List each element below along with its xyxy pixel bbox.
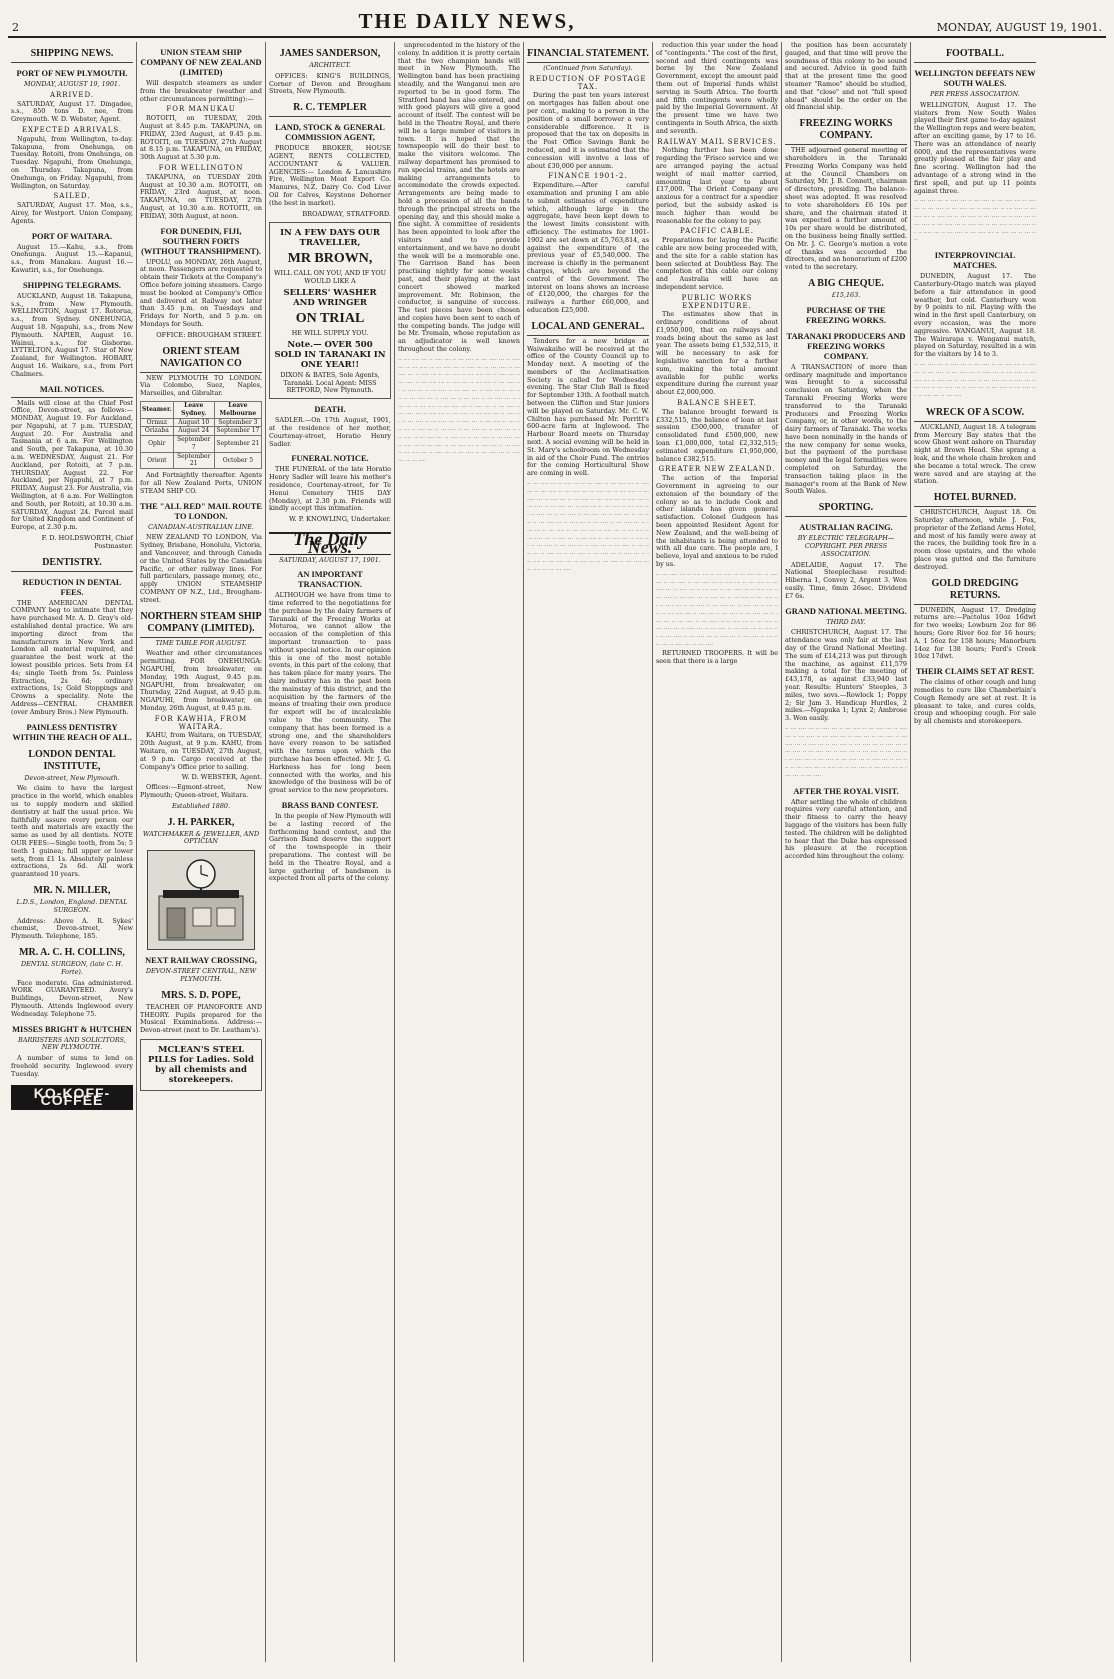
financial-conclusion: the position has been accurately gauged, and that time will prove the soundness of this colony to be sound and secured. Advice in good faith that at the present time the good steamer "Ramoe" should be studied, and that "close" and not "full speed ahead" should be the order on the old financial ship. [785,42,907,112]
postmaster-signature: F. D. HOLDSWORTH, Chief Postmaster. [41,534,133,550]
arrived-label: ARRIVED. [49,90,95,99]
templer-name: R. C. TEMPLER [269,102,391,117]
dental-company-text: THE AMERICAN DENTAL COMPANY beg to intimate that they have purchased Mr. A. D. Gray's old-established dental practice. We are importing direct from the manufacturers in New York and London all material required, and guarantee the best work at the lowest possible prices. Sets from £4 4s; single Teeth from 5s. Painless Extraction, 2s 6d; ordinary extractions, 1s; Gold Stoppings and Crowns a speciality. Note the Address—CENTRAL CHAMBER (over Ambury Bros.) New Plymouth. [11,598,133,716]
local-general-text: Tenders for a new bridge at Waiwakaiho will be received at the office of the County Council up to Monday next. A meeting of the members of the Acclimatisation Society is called for Wednesday evening. The Star Club Ball is fixed for September 13th. A football match between the Clifton and Star juniors will be played on Saturday. Mr. C. W. Chilton has purchased Mr. Porritt's 600-acre farm at Inglewood. The Harbour Board meets on Thursday next. A social evening will be held in St. Mary's schoolroom on Wednesday in aid of the Choir Fund. The entries for the coming Horticultural Show are coming in well. [527,336,649,478]
newspaper-page [8,8,1106,1663]
table-row [141,452,262,469]
table-cell: September 3 [214,418,261,427]
wreck-text: AUCKLAND, August 18. A telegram from Mercury Bay states that the scow Ghost went ashore on Thursday night at Brown Head. She sprang a leak, and the whole chain broken and she became a total wreck. The crew were saved and are staying at the station. [914,422,1036,486]
death-text: SADLER.—On 17th August, 1901, at the residence of her mother, Courtenay-street, Horatio Henry Sadler. [269,416,391,448]
illegible-text-block: ·· ··· ···· ··· ·· ···· ··· ·· ··· ···· ·· ··· ···· ··· ·· ···· ··· ·· ··· ···· ·· ··· ···· ··· ·· ···· ··· ·· ··· ···· ·· ··· ···· ··· ·· ···· ··· ·· ··· ···· ·· ··· ···· ··· ·· ···· ··· ·· ··· ···· ·· ··· ···· ··· ·· ···· ··· ·· ··· ···· ·· ··· ···· ··· ·· ···· ··· ·· ··· ···· [914,361,1036,401]
manukau-text: ROTOITI, on TUESDAY, 20th August at 8.45 p.m. TAKAPUNA, on FRIDAY, 23rd August, at 9.45 p.m. ROTOITI, on TUESDAY, 27th August at 8.15 p.m. TAKAPUNA, on FRIDAY, 30th August at 5.30 p.m. [140,114,262,162]
table-cell: October 5 [214,452,261,469]
mail-notices-heading: MAIL NOTICES. [11,385,133,398]
collins-text: Face moderate. Gas administered. WORK GUARANTEED. Avery's Buildings, Devon-street, New Plymouth. Attends Inglewood every Wednesday. Telephone 75. [11,978,133,1018]
band-contest-text: In the people of New Plymouth will be a lasting record of the forthcoming band contest, and the Garrison Band deserve the support of the townspeople in their preparations. The contest will be held in the Theatre Royal, and a large gathering of bandsmen is expected from all parts of the colony. [269,812,391,883]
railway-mail-label: RAILWAY MAIL SERVICES. [657,137,777,146]
interprovincial-heading: INTERPROVINCIAL MATCHES. [934,251,1016,271]
big-cheque-heading: A BIG CHEQUE. [808,277,884,289]
table-cell: September 7 [173,436,214,453]
railway-crossing-address: DEVON-STREET CENTRAL, NEW PLYMOUTH. [145,967,257,983]
manukau-label: FOR MANUKAU [166,105,236,114]
pacific-cable-label: PACIFIC CABLE. [680,227,754,236]
pope-name: MRS. S. D. POPE, [161,989,241,1001]
gold-dredging-text: DUNEDIN, August 17. Dredging returns are:—Pactolus 10oz 16dwt for two weeks; Lowburn 2oz for 86 hours; Gore River 6oz for 16 hours; A. 1 56oz for 158 hours; Manorburn 14oz for 138 hours; Ford's Creek 10oz 17dwt. [914,605,1036,661]
sailing-col-melbourne: Leave Melbourne [214,401,261,418]
table-cell: September 17 [214,427,261,436]
column-2 [137,42,266,1662]
dental-institute-heading: LONDON DENTAL INSTITUTE, [28,748,116,772]
shipping-telegrams-text: AUCKLAND, August 18. Takapuna, s.s., from New Plymouth. WELLINGTON, August 17. Rotorua, s.s., from Sydney. ONEHUNGA, August 18. Ngapuhi, s.s., from New Plymouth. NAPIER, August 16. Wainui, s.s., for Gisborne. LYTTELTON, August 17. Star of New Zealand, for Wellington. HOBART, August 16. Waikare, s.s., from Port Chalmers. [11,291,133,378]
financial-statement-sub: (Continued from Saturday). [543,64,633,72]
table-cell: Ormuz [141,418,174,427]
financial-text-2: Expenditure.—After careful examination and pruning I am able to submit estimates of expenditure which, although large in the aggregate, have been kept down to the lowest limits consistent with efficiency. The estimates for 1901-1902 are set down at £5,763,814, as against the expenditure of the previous year of £5,540,000. The increase is chiefly in the permanent charges, which are beyond the control of the Government. The interest on loans shows an increase of £120,000, the charges for the railways a further £60,000, and education £25,000. [527,181,649,314]
racing-text: ADELAIDE, August 17. The National Steeplechase resulted: Hiberna 1, Convey 2, Argent 3. Won easily. Time, 6min 26sec. Dividend £7 6s. [785,560,907,600]
sailed-text: SATURDAY, August 17. Moa, s.s., Airey, for Westport. Union Company, Agents. [11,201,133,225]
column-1 [8,42,137,1662]
steel-pills-text: MCLEAN'S STEEL PILLS for Ladies. Sold by all chemists and storekeepers. [148,1044,254,1085]
dixon-bates-agents: DIXON & BATES, Sole Agents, Taranaki. Local Agent: MISS RETFORD, New Plymouth. [280,370,380,395]
union-steam-ship-heading: UNION STEAM SHIP COMPANY OF NEW ZEALAND (LIMITED) [140,48,262,77]
band-contest-continued: unprecedented in the history of the colony. In addition it is pretty certain that the two champion bands will meet in New Plymouth. The Wellington band has been practising steadily, and the Wanganui men are reported to be in good form. The Stratford band has also entered, and with good players will give a good account of itself. The contest will be held in the Theatre Royal, and there will be a large number of visitors in town. It is hoped that the townspeople will do their best to make the visitors welcome. The railway department has promised to run special trains, and the hotels are making arrangements to accommodate the crowds expected. Arrangements are being made to hold a procession of all the bands through the principal streets on the opening day, and this should make a fine sight. A committee of residents has been appointed to look after the visitors and to provide entertainment, and we have no doubt the week will be a memorable one. The Garrison Band has been practising nightly for some weeks past, and their playing at the last concert showed marked improvement. Mr. Robinson, the conductor, is sanguine of success. The test pieces have been chosen and copies have been sent to each of the competing bands. The judge will be Mr. Tremain, whose reputation as an adjudicator is well known throughout the colony. [398,42,520,354]
australian-racing-heading: AUSTRALIAN RACING. [799,523,893,533]
columns [8,42,1106,1662]
northern-steam-heading: NORTHERN STEAM SHIP COMPANY (LIMITED). [140,611,262,638]
orient-text: NEW PLYMOUTH TO LONDON. Via Colombo, Suez, Naples, Marseilles, and Gibraltar. [140,373,262,398]
undertaker-signature: W. P. KNOWLING, Undertaker. [288,515,391,524]
shipping-telegrams-heading: SHIPPING TELEGRAMS. [22,280,122,290]
wreck-heading: WRECK OF A SCOW. [914,407,1036,422]
dunedin-fiji-text: UPOLU, on MONDAY, 26th August, at noon. Passengers are requested to obtain their Tickets at the Company's Office before joining steamers. Cargo must be booked at Company's Office and delivered at Railway not later than 3.45 p.m. on Tuesdays and Fridays for North, and 5 p.m. on Mondays for South. [140,257,262,328]
sellers-washer-advert [269,222,391,399]
union-steam-ship-text: Will despatch steamers as under from the breakwater (weather and other circumstances permitting):— [140,79,262,103]
miller-title: L.D.S., London, England. DENTAL SURGEON. [16,897,128,914]
expected-text: Ngapuhi, from Wellington, to-day. Takapuna, from Onehunga, on Tuesday. Rotoiti, from Onehunga, on Tuesday. Ngapuhi, from Onehunga, on Thursday. Takapuna, from Onehunga, on Friday. Ngapuhi, from Wellington, on Saturday. [11,134,133,190]
sailing-col-steamer: Steamer. [141,401,174,418]
collins-title: DENTAL SURGEON, (late C. H. Forte). [20,959,124,976]
balance-sheet-label: BALANCE SHEET. [677,399,757,408]
brown-name: MR BROWN, [287,251,373,267]
shipping-news-heading: SHIPPING NEWS. [11,48,133,63]
illegible-text-block: ·· ··· ···· ··· ·· ···· ··· ·· ··· ···· ·· ··· ···· ··· ·· ···· ··· ·· ··· ···· ·· ··· ···· ··· ·· ···· ··· ·· ··· ···· ·· ··· ···· ··· ·· ···· ··· ·· ··· ···· ·· ··· ···· ··· ·· ···· ··· ·· ··· ···· ·· ··· ···· ··· ·· ···· ··· ·· ··· ···· ·· ··· ···· ··· ·· ···· ··· ·· ··· ···· ·· ··· ···· ··· ·· ···· ··· ·· ··· ···· ·· ··· ···· ··· ·· ···· ··· ·· ··· ···· ·· ··· ···· ··· ·· ···· ··· ·· ··· ···· ·· ··· ···· ··· ·· ···· ··· ·· ··· ···· ·· ··· ···· ··· ·· ···· ··· ·· ··· ···· ·· ··· ···· ··· ·· ···· ··· ·· ··· ···· ·· ··· ···· ··· ·· ···· ··· ·· ··· ···· ·· ··· ···· ··· ·· ···· ··· ·· ··· ···· ·· ··· ···· ··· ·· ···· ··· ·· ··· ···· ·· ··· ···· ··· ·· ···· ··· ·· ··· ···· ·· ··· ···· ··· ·· ···· ··· ·· ··· ···· [527,481,649,574]
financial-statement-heading: FINANCIAL STATEMENT. [527,48,649,63]
brown-line: WILL CALL ON YOU, AND IF YOU WOULD LIKE A [273,269,386,286]
issue-date: MONDAY, AUGUST 19, 1901. [936,21,1102,34]
sanderson-title: ARCHITECT. [309,61,351,69]
sporting-heading: SPORTING. [785,502,907,517]
sailing-table [140,401,262,469]
all-red-heading: THE "ALL RED" MAIL ROUTE TO LONDON. [140,501,262,521]
postage-tax-label: REDUCTION OF POSTAGE TAX. [529,74,647,91]
page-number: 2 [12,21,19,34]
northern-steam-text: Weather and other circumstances permitting. FOR ONEHUNGA: NGAPUHI, from breakwater, on Monday, 19th August, 9.45 p.m. NGAPUHI, from breakwater, on Thursday, 22nd August, at 9.45 p.m. NGAPUHI, from breakwater, on Monday, 26th August, at 9.45 p.m. [140,649,262,713]
transaction-text: ALTHOUGH we have from time to time referred to the negotiations for the purchase by the dairy farmers of Taranaki of the Freezing Works at Moturoa, we cannot allow the occasion of the completion of this important transaction to pass without special notice. In our opinion this is one of the most notable events, in this part of the colony, that has taken place for many years. The dairy industry has in the past been the mainstay of this district, and the acquisition by the farmers of the means of treating their own produce for export will be of incalculable value to the community. The company that has been formed is a strong one, and the shareholders have every reason to be satisfied with the terms upon which the purchase has been effected. Mr. J. G. Harkness has for long been connected with the works, and his knowledge of the business will be of great service to the new proprietors. [269,591,391,795]
kokoff-coffee-banner: KO-KOFF-COFFEE [11,1085,133,1111]
royal-visit-heading: AFTER THE ROYAL VISIT. [793,786,899,796]
waitara-port-text: August 15.—Kahu, s.s., from Onehunga. August 15.—Kapanui, s.s., from Manakau. August 16.—Kawatiri, s.s., for Onehunga. [11,242,133,274]
funeral-heading: FUNERAL NOTICE. [291,454,369,464]
purchase-heading: PURCHASE OF THE FREEZING WORKS. [806,305,886,325]
table-cell: Orient [141,452,174,469]
football-heading: FOOTBALL. [914,48,1036,63]
newspaper-title: THE DAILY NEWS, [358,9,576,33]
freezing-works-heading: FREEZING WORKS COMPANY. [785,118,907,145]
hotel-burned-text: CHRISTCHURCH, August 18. On Saturday afternoon, while J. Fox, proprietor of the Zetland Arms Hotel, and most of his family were away at the races, the building took fire in a room close upstairs, and the whole place was gutted and the furniture destroyed. [914,508,1036,571]
all-red-sub: CANADIAN-AUSTRALIAN LINE. [148,522,254,531]
templer-title: LAND, STOCK & GENERAL COMMISSION AGENT, [275,123,385,143]
death-heading: DEATH. [314,405,346,415]
column-7 [782,42,911,1662]
freezing-works-text: THE adjourned general meeting of shareholders in the Taranaki Freezing Works Company was held at the Council Chambers on Saturday, Mr. J. B. Connett, chairman of directors, presiding. The balance-sheet was adopted. It was resolved to vote shareholders £6 10s per share, and the chairman stated it was expected a further amount of 10s per share would be distributed, on the business being finally settled. On Mr. J. C. George's motion a vote of thanks was accorded the directors, and an honorarium of £200 voted to the secretary. [785,146,907,272]
watch-shop-illustration [147,850,255,950]
office-address: OFFICE: BROUGHAM STREET. [156,330,262,339]
sailed-label: SAILED. [53,192,91,201]
returned-troopers: RETURNED TROOPERS. It will be seen that there is a large [656,648,778,665]
sanderson-name: JAMES SANDERSON, [279,48,381,59]
cheque-amount: £15,163. [831,290,861,299]
established-line: Established 1880. [171,801,231,810]
brown-intro: IN A FEW DAYS OUR TRAVELLER, [280,228,380,249]
northern-steam-sub: TIME TABLE FOR AUGUST. [155,638,247,647]
greater-nz-text: The action of the Imperial Government in agreeing to our extension of the boundary of the colony so as to include Cook and other islands has given general satisfaction. Colonel Gudgeon has been appointed Resident Agent for New Zealand, and the well-being of the inhabitants is being attended to with all due care. The people are, I believe, loyal and anxious to be ruled by us. [656,474,778,568]
painless-heading: PAINLESS DENTISTRY WITHIN THE REACH OF ALL. [12,722,132,742]
band-contest-heading: BRASS BAND CONTEST. [281,801,379,811]
pope-text: TEACHER OF PIANOFORTE AND THEORY. Pupils prepared for the Musical Examinations. Address:— Devon-street (next to Dr. Leatham's). [140,1002,262,1035]
hotel-burned-heading: HOTEL BURNED. [914,492,1036,507]
waitara-port-heading: PORT OF WAITARA. [31,231,113,241]
dentistry-heading: DENTISTRY. [11,557,133,572]
on-trial-heading: ON TRIAL [295,310,365,326]
funeral-text: THE FUNERAL of the late Horatio Henry Sadler will leave his mother's residence, Courtenay-street, for Te Henui Cemetery THIS DAY (Monday), at 2.30 p.m. Friends will kindly accept this intimation. [269,465,391,513]
washer-heading: SELLERS' WASHER AND WRINGER [283,287,377,308]
expected-label: EXPECTED ARRIVALS. [21,125,123,134]
templer-address: BROADWAY, STRATFORD. [302,209,391,218]
table-cell: September 21 [173,452,214,469]
dental-fees-heading: REDUCTION IN DENTAL FEES. [22,577,122,597]
football-assoc: PER PRESS ASSOCIATION. [930,90,1020,98]
wellington-text: TAKAPUNA, on TUESDAY 20th August at 10.30 a.m. ROTOITI, on FRIDAY, 23rd August, at noon. TAKAPUNA, on TUESDAY, 27th August, at 10.30 a.m. ROTOITI, on FRIDAY, 30th August, at noon. [140,172,262,220]
wellington-label: FOR WELLINGTON [158,163,244,172]
table-row [141,427,262,436]
column-4 [395,42,524,1662]
sold-note: Note.— OVER 500 SOLD IN TARANAKI IN ONE YEAR!! [274,339,386,370]
miller-name: MR. N. MILLER, [33,884,111,896]
column-5 [524,42,653,1662]
balance-sheet-text: The balance brought forward is £332,515, the balance of loan at last session £500,000, transfer of consolidated fund £500,000, new loan £1,000,000, total £2,332,515; estimated expenditure £1,950,000, balance £382,515. [656,407,778,463]
public-works-text: The estimates show that in ordinary conditions of about £1,950,000, that on railways and roads being about the same as last year. The assets being £1,532,515, it will be necessary to ask for legislative sanction for a further sum, making the total amount available for public works expenditure during the current year about £2,000,000. [656,310,778,397]
clock-icon [153,856,249,944]
port-date: MONDAY, AUGUST 19, 1901. [24,80,120,88]
claims-heading: THEIR CLAIMS SET AT REST. [915,667,1035,677]
grand-national-text: CHRISTCHURCH, August 17. The attendance was only fair at the last day of the Grand National Meeting. The sum of £14,213 was put through the machine, as against £11,579 making a total for the meeting of £43,178, as against £33,940 last year. Results: Hunters' Steeples, 3 miles, two sovs.—Rowlock 1; Poppy 2; Sir Jam 3. Handicap Hurdles, 2 miles.—Ngapuka 1; Lynx 2; Ambrose 3. Won easily. [785,628,907,723]
grand-national-heading: GRAND NATIONAL MEETING. [785,606,907,616]
producers-heading: TARANAKI PRODUCERS AND FREEZING WORKS COMPANY. [786,331,906,361]
mail-notices-text: Mails will close at the Chief Post Office, Devon-street, as follows:— MONDAY, August 19. For Auckland, per Ngapuhi, at 7 p.m. TUESDAY, August 20. For Australia and Tasmania at 6 a.m. For Wellington and South, per Takapuna, at 10.30 a.m. WEDNESDAY, August 21. For Auckland, per Rotoiti, at 7 p.m. THURSDAY, August 22. For Auckland, per Ngapuhi, at 7 p.m. FRIDAY, August 23. For Australia, via Wellington, at 6 a.m. For Wellington and South, per Rotoiti, at 10.30 a.m. SATURDAY, August 24. Parcel mail for United Kingdom and Continent of Europe, at 2.30 p.m. [11,398,133,532]
finance-year-label: FINANCE 1901-2. [548,172,628,181]
football-sub: WELLINGTON DEFEATS NEW SOUTH WALES. [914,69,1036,88]
illegible-text-block: ·· ··· ···· ··· ·· ···· ··· ·· ··· ···· ·· ··· ···· ··· ·· ···· ··· ·· ··· ···· ·· ··· ···· ··· ·· ···· ··· ·· ··· ···· ·· ··· ···· ··· ·· ···· ··· ·· ··· ···· ·· ··· ···· ··· ·· ···· ··· ·· ··· ···· ·· ··· ···· ··· ·· ···· ··· ·· ··· ···· ·· ··· ···· ··· ·· ···· ··· ·· ··· ···· ·· ··· ···· ··· ·· ···· ··· ·· ··· ···· ·· ··· ···· ··· ·· ···· ··· ·· ··· ···· ·· ··· ···· ··· ·· ···· ··· ·· ··· ···· ·· ··· ···· ··· ·· ···· ··· ·· ··· ···· ·· ··· ···· ··· ·· ···· ··· ·· ··· ···· ·· ··· ···· ··· ·· ···· ··· ·· ··· ···· ·· ··· ···· ··· ·· ···· ··· ·· ··· ···· ·· ··· ···· ··· ·· ···· ··· ·· ··· ···· [656,571,778,649]
railway-mail-text: Nothing further has been done regarding the 'Frisco service and we are arranged paying the actual weight of mail matter carried, amounting last year to about £17,000. The Orient Company are anxious for a contract for a speedier period, but the subsidy asked is much higher than would be reasonable for the colony to pay. [656,146,778,225]
dental-institute-address: Devon-street, New Plymouth. [24,773,120,782]
railway-crossing-heading: NEXT RAILWAY CROSSING, [145,956,257,966]
table-cell: August 24 [173,427,214,436]
producers-text: A TRANSACTION of more than ordinary magnitude and importance was brought to a successful conclusion on Saturday, when the Taranaki Freezing Works were transferred to the Taranaki Producers and Freezing Works Company, or, in other words, to the dairy farmers of Taranaki. The works have been nominally in the hands of the new company for some weeks, but the payment of the purchase money and the legal formalities were completed on Saturday, the transaction taking place in the manager's room at the Bank of New South Wales. [785,362,907,496]
table-cell: August 10 [173,418,214,427]
table-row [141,436,262,453]
miller-address: Address: Above A. R. Sykes' chemist, Devon-street, New Plymouth. Telephone, 185. [11,916,133,941]
bright-hutchen-text: A number of sums to lend on freehold security. Inglewood every Tuesday. [11,1054,133,1078]
sailing-col-sydney: Leave Sydney. [173,401,214,418]
interprovincial-text: DUNEDIN, August 17. The Canterbury-Otago match was played before a fair attendance in good weather, but cold. Canterbury won by 9 points to nil. Playing with the wind in the first spell Canterbury, on every occasion, was the more aggressive. WANGANUI, August 18. The Wairarapa v. Wanganui match, played on Saturday, resulted in a win for the visitors by 14 to 3. [914,272,1036,359]
financial-text-1: During the past ten years interest on mortgages has fallen about one per cent., making to a person in the position of a small borrower a very considerable difference. It is proposed that the tax on deposits in the Post Office Savings Bank be reduced, and it is estimated that the concession will involve a loss of about £30,000 per annum. [527,91,649,170]
sailing-table-header [141,401,262,418]
webster-offices: Offices:—Egmont-street, New Plymouth; Queen-street, Waitara. [140,783,262,799]
parker-trade: WATCHMAKER & JEWELLER, AND OPTICIAN [142,829,260,846]
public-works-label: PUBLIC WORKS EXPENDITURE. [681,293,753,310]
local-general-heading: LOCAL AND GENERAL. [527,321,649,336]
racing-sub: BY ELECTRIC TELEGRAPH—COPYRIGHT. PER PRESS ASSOCIATION. [797,534,895,558]
table-cell: Ophir [141,436,174,453]
table-cell: September 21 [214,436,261,453]
illegible-text-block: ·· ··· ···· ··· ·· ···· ··· ·· ··· ···· ·· ··· ···· ··· ·· ···· ··· ·· ··· ···· ·· ··· ···· ··· ·· ···· ··· ·· ··· ···· ·· ··· ···· ··· ·· ···· ··· ·· ··· ···· ·· ··· ···· ··· ·· ···· ··· ·· ··· ···· ·· ··· ···· ··· ·· ···· ··· ·· ··· ···· ·· ··· ···· ··· ·· ···· ··· ·· ··· ···· ·· ··· ···· ··· ·· ···· ··· ·· ··· ···· ·· ··· ···· ··· ·· ···· ··· ·· ··· ···· ·· ··· ···· ··· ·· ···· ··· ·· ··· ···· ·· ··· ···· ··· ·· ···· ··· ·· ··· ···· ·· ··· ···· ··· ·· ···· ··· ·· ··· ···· ·· ··· ···· ··· ·· ···· ··· ·· ··· ···· ·· ··· ···· ··· ·· ···· ··· ·· ··· ···· ·· ··· ···· ··· ·· ···· ··· ·· ··· ···· ·· ··· ···· ··· ·· ···· ··· ·· ··· ···· ·· ··· ···· ··· ·· ···· ··· ·· ··· ···· ·· ··· ···· ··· ·· ···· ··· ·· ··· ···· ·· ··· ···· ··· ·· ···· ··· ·· ··· ···· ·· ··· ···· ··· ·· ···· ··· ·· ··· ···· ·· ··· ···· ··· ·· ···· ··· ·· ··· ···· [398,356,520,466]
dental-institute-text: We claim to have the largest practice in the world, which enables us to supply modern and skilled dentistry at half the usual price. We faithfully assure every person our teeth and materials are exactly the same as used by all dentists. NOTE OUR FEES:—Single tooth, from 5s; 5 teeth 1 guinea; full upper or lower sets, from £1 1s. Absolutely painless extractions, 2s 6d. All work guaranteed 10 years. [11,784,133,879]
arrived-text: SATURDAY, August 17. Dingadee, s.s., 850 tons D. nee, from Greymouth. W. D. Webster, Agent. [11,99,133,124]
orient-after-text: And Fortnightly thereafter. Agents for all New Zealand Ports, UNION STEAM SHIP CO. [140,471,262,495]
column-6 [653,42,782,1662]
port-heading: PORT OF NEW PLYMOUTH. [16,69,128,78]
claims-text: The claims of other cough and lung remedies to cure like Chamberlain's Cough Remedy are set at rest. It is pleasant to take, and cures colds, croup and whooping cough. For sale by all chemists and storekeepers. [914,678,1036,726]
editorial-date: SATURDAY, AUGUST 17, 1901. [279,555,381,564]
kawhia-text: KAHU, from Waitara, on TUESDAY, 20th August, at 9 p.m. KAHU, from Waitara, on TUESDAY, 27th August, at 9 p.m. Cargo received at the Company's Office prior to sailing. [140,731,262,771]
royal-visit-text: After settling the whole of children requires very careful attention, and their fitness to carry the heavy luggage of the visitors has been fully tested. The children will be delighted to hear that the Duke has expressed his pleasure at the reception accorded him throughout the colony. [785,797,907,861]
gold-dredging-heading: GOLD DREDGING RETURNS. [914,578,1036,605]
pacific-cable-text: Preparations for laying the Pacific cable are now being proceeded with, and the site for a cable station has been selected at Doubtless Bay. The completion of this cable our colony and Australia will have an independent service. [656,236,778,291]
contingents-text: reduction this year under the head of "contingents." The cost of the first, second and third contingents was borne by the New Zealand Government, except the amount paid them out of Imperial funds whilst serving in South Africa. The fourth and fifth contingents were wholly paid by the Imperial Government. At the present time we have two contingents in South Africa, the sixth and seventh. [656,42,778,135]
bright-hutchen-name: MISSES BRIGHT & HUTCHEN [12,1024,132,1034]
table-cell: Orizaba [141,427,174,436]
greater-nz-label: GREATER NEW ZEALAND. [658,465,776,474]
all-red-text: NEW ZEALAND TO LONDON, Via Sydney, Brisbane, Honolulu, Victoria, and Vancouver, and through Canada or the United States by the Canadian Pacific, or other railway lines. For full particulars, passage money, etc., apply UNION STEAMSHIP COMPANY OF N.Z., Ltd., Brougham-street. [140,533,262,604]
orient-heading: ORIENT STEAM NAVIGATION CO [140,346,262,373]
brown-supply: HE WILL SUPPLY YOU. [291,328,369,337]
parker-name: J. H. PARKER, [167,816,235,828]
collins-name: MR. A. C. H. COLLINS, [19,946,125,958]
column-3 [266,42,395,1662]
kawhia-label: FOR KAWHIA, FROM WAITARA. [154,714,248,731]
third-day-label: THIRD DAY. [826,617,866,626]
column-8 [911,42,1039,1662]
steel-pills-advert [140,1039,262,1091]
illegible-text-block: ·· ··· ···· ··· ·· ···· ··· ·· ··· ···· ·· ··· ···· ··· ·· ···· ··· ·· ··· ···· ·· ··· ···· ··· ·· ···· ··· ·· ··· ···· ·· ··· ···· ··· ·· ···· ··· ·· ··· ···· ·· ··· ···· ··· ·· ···· ··· ·· ··· ···· ·· ··· ···· ··· ·· ···· ··· ·· ··· ···· ·· ··· ···· ··· ·· ···· ··· ·· ··· ···· ·· ··· ···· ··· ·· ···· ··· ·· ··· ···· [914,198,1036,245]
bright-hutchen-title: BARRISTERS AND SOLICITORS, NEW PLYMOUTH. [18,1035,126,1052]
dunedin-fiji-heading: FOR DUNEDIN, FIJI, SOUTHERN FORTS (WITHOUT TRANSHIPMENT). [141,226,261,256]
table-row [141,418,262,427]
daily-news-editorial-title: The Daily News. [269,532,391,555]
webster-signature: W. D. WEBSTER, Agent. [181,773,262,782]
illegible-text-block: ·· ··· ···· ··· ·· ···· ··· ·· ··· ···· ·· ··· ···· ··· ·· ···· ··· ·· ··· ···· ·· ··· ···· ··· ·· ···· ··· ·· ··· ···· ·· ··· ···· ··· ·· ···· ··· ·· ··· ···· ·· ··· ···· ··· ·· ···· ··· ·· ··· ···· ·· ··· ···· ··· ·· ···· ··· ·· ··· ···· ·· ··· ···· ··· ·· ···· ··· ·· ··· ···· ·· ··· ···· ··· ·· ···· ··· ·· ··· ···· ·· ··· ···· ··· ·· ···· ··· ·· ··· ···· ·· ··· ···· ··· ·· ···· ··· ·· ··· ···· [785,726,907,780]
templer-text: PRODUCE BROKER, HOUSE AGENT, RENTS COLLECTED, ACCOUNTANT & VALUER. AGENCIES:— London & Lancashire Fire, Wellington Meat Export Co. Manures, N.Z. Dairy Co. Cod Liver Oil for Calves, Keystone Dehorner (the best in market). [269,144,391,207]
transaction-heading: AN IMPORTANT TRANSACTION. [297,570,363,590]
sanderson-text: OFFICES: KING'S BUILDINGS, Corner of Devon and Brougham Streets, New Plymouth. [269,71,391,96]
football-text: WELLINGTON, August 17. The visitors from New South Wales played their first game to-day against the Wellington reps and were beaten, after an exciting game, by 17 to 16. There was an attendance of nearly 6000, and the representatives were greatly pleased at the fair play and fine scoring. Wellington had the advantage of a strong wind in the first spell, and put up 11 points against three. [914,100,1036,195]
masthead [8,8,1106,38]
